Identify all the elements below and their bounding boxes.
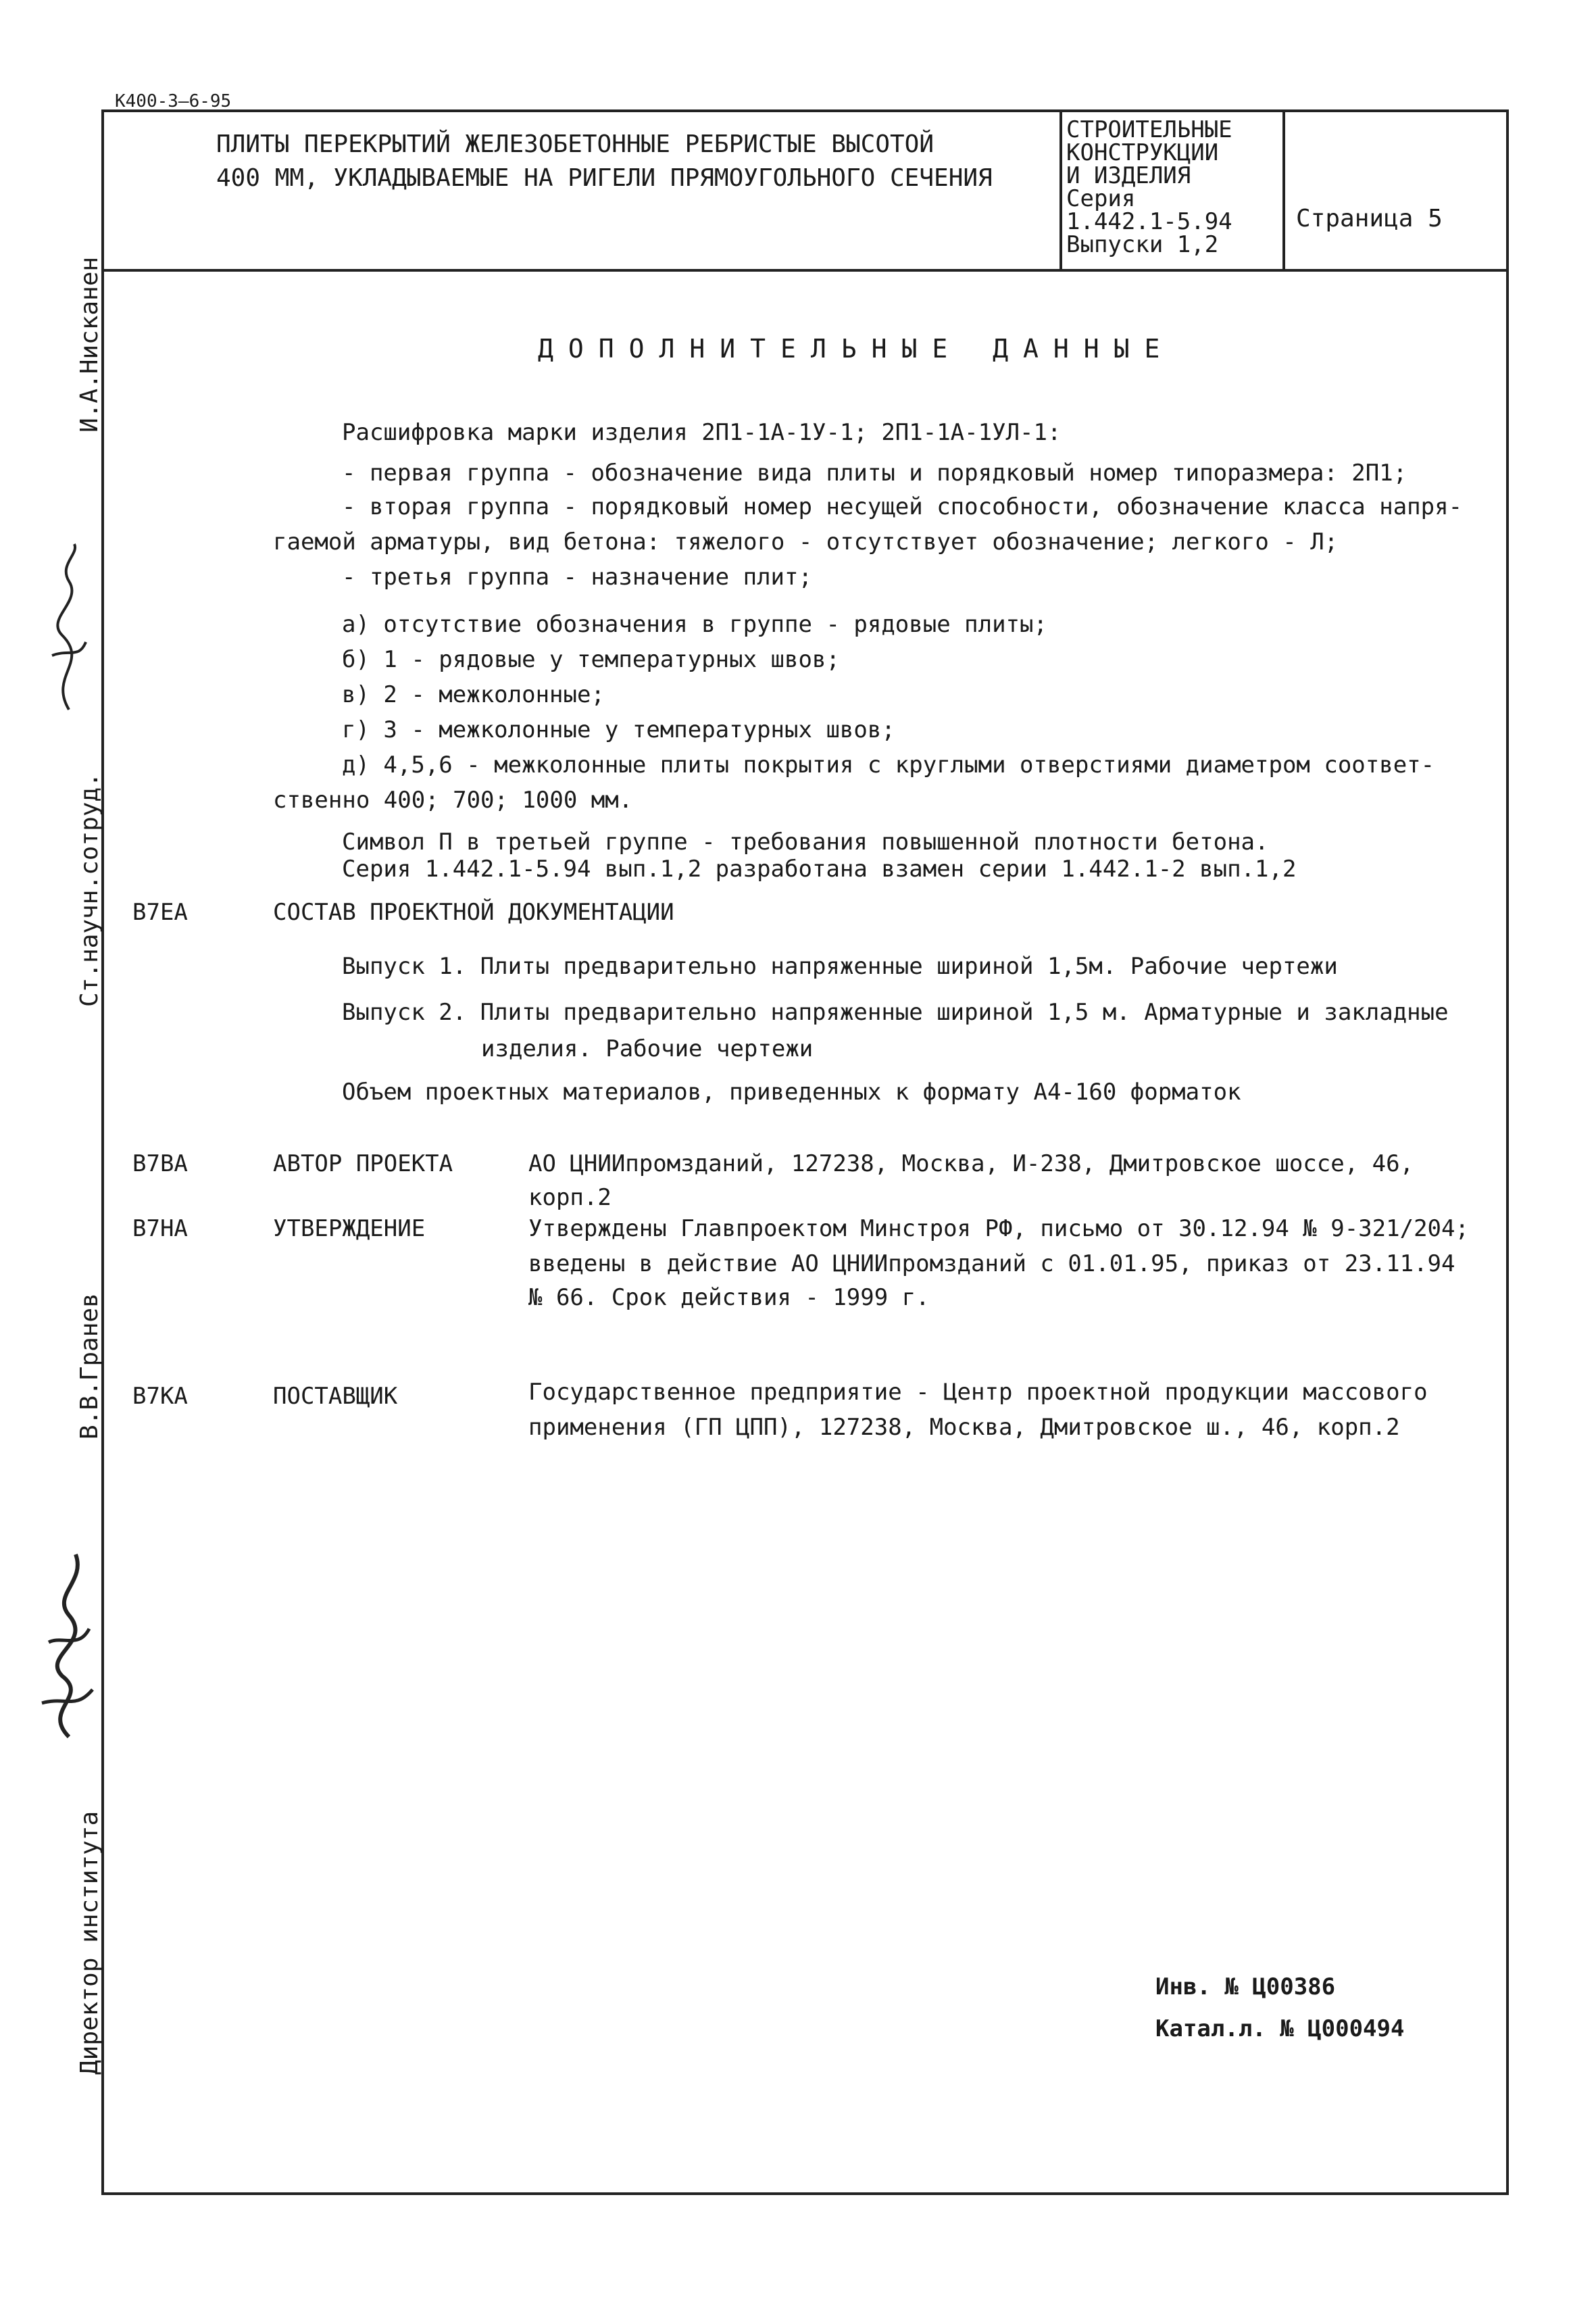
section-heading-approval: УТВЕРЖДЕНИЕ	[273, 1215, 426, 1242]
inventory-number: Инв. № Ц00386	[1155, 1973, 1336, 2000]
section-code-author: В7ВА	[132, 1150, 188, 1177]
composition-issue2-line2: изделия. Рабочие чертежи	[481, 1035, 814, 1062]
decoding-line: - третья группа - назначение плит;	[342, 564, 812, 591]
decoding-intro: Расшифровка марки изделия 2П1-1А-1У-1; 2П1-1А-1УЛ-1:	[342, 419, 1062, 446]
decoding-line: - вторая группа - порядковый номер несущей способности, обозначение класса напря-	[342, 493, 1463, 520]
decoding-item: ственно 400; 700; 1000 мм.	[273, 787, 633, 814]
approval-line2: введены в действие АО ЦНИИпромзданий с 01.01.95, приказ от 23.11.94	[528, 1250, 1455, 1277]
author-line2: корп.2	[528, 1184, 612, 1211]
header-title-line1: ПЛИТЫ ПЕРЕКРЫТИЙ ЖЕЛЕЗОБЕТОННЫЕ РЕБРИСТЫЕ ВЫСОТОЙ	[216, 130, 934, 158]
header-divider	[101, 269, 1509, 272]
series-line: КОНСТРУКЦИИ	[1066, 139, 1219, 166]
side-role-2: Директор института	[76, 1811, 103, 2075]
symbol-note: Символ П в третьей группе - требования повышенной плотности бетона.	[342, 829, 1269, 856]
section-code-supplier: В7КА	[132, 1383, 188, 1410]
decoding-item: в) 2 - межколонные;	[342, 681, 605, 708]
decoding-item: б) 1 - рядовые у температурных швов;	[342, 646, 840, 673]
section-heading-supplier: ПОСТАВЩИК	[273, 1383, 398, 1410]
composition-volume: Объем проектных материалов, приведенных к формату А4-160 форматок	[342, 1079, 1241, 1106]
series-line: И ИЗДЕЛИЯ	[1066, 162, 1191, 189]
page-number: Страница 5	[1296, 205, 1443, 232]
supplier-line2: применения (ГП ЦПП), 127238, Москва, Дмитровское ш., 46, корп.2	[528, 1414, 1400, 1441]
section-code-composition: В7ЕА	[132, 899, 188, 926]
series-line: СТРОИТЕЛЬНЫЕ	[1066, 116, 1232, 143]
section-code-approval: В7НА	[132, 1215, 188, 1242]
series-line: Выпуски 1,2	[1066, 231, 1219, 258]
section-heading-author: АВТОР ПРОЕКТА	[273, 1150, 453, 1177]
series-line: 1.442.1-5.94	[1066, 208, 1232, 235]
side-name-2: В.В.Гранев	[76, 1293, 103, 1439]
side-name-1: И.А.Нисканен	[76, 256, 103, 433]
approval-line1: Утверждены Главпроектом Минстроя РФ, письмо от 30.12.94 № 9-321/204;	[528, 1215, 1469, 1242]
side-role-1: Ст.научн.сотруд.	[76, 772, 103, 1007]
author-line1: АО ЦНИИпромзданий, 127238, Москва, И-238, Дмитровское шоссе, 46,	[528, 1150, 1414, 1177]
decoding-item: д) 4,5,6 - межколонные плиты покрытия с круглыми отверстиями диаметром соответ-	[342, 752, 1435, 779]
catalog-number: Катал.л. № Ц000494	[1155, 2015, 1405, 2042]
document-title: ДОПОЛНИТЕЛЬНЫЕ ДАННЫЕ	[538, 334, 1175, 364]
signature-1	[42, 541, 96, 716]
supplier-line1: Государственное предприятие - Центр проектной продукции массового	[528, 1379, 1428, 1406]
header-column-divider-1	[1059, 109, 1062, 270]
decoding-line: гаемой арматуры, вид бетона: тяжелого - отсутствует обозначение; легкого - Л;	[273, 528, 1339, 556]
signature-2	[28, 1541, 103, 1744]
series-line: Серия	[1066, 185, 1136, 212]
composition-issue1: Выпуск 1. Плиты предварительно напряженные шириной 1,5м. Рабочие чертежи	[342, 953, 1338, 980]
decoding-line: - первая группа - обозначение вида плиты и порядковый номер типоразмера: 2П1;	[342, 460, 1407, 487]
header-column-divider-2	[1282, 109, 1285, 270]
series-note: Серия 1.442.1-5.94 вып.1,2 разработана взамен серии 1.442.1-2 вып.1,2	[342, 856, 1297, 883]
decoding-item: а) отсутствие обозначения в группе - рядовые плиты;	[342, 611, 1047, 638]
decoding-item: г) 3 - межколонные у температурных швов;	[342, 716, 895, 743]
document-code: К400-3—6-95	[115, 91, 232, 112]
header-title-line2: 400 ММ, УКЛАДЫВАЕМЫЕ НА РИГЕЛИ ПРЯМОУГОЛЬНОГО СЕЧЕНИЯ	[216, 164, 993, 192]
approval-line3: № 66. Срок действия - 1999 г.	[528, 1284, 930, 1311]
section-heading-composition: СОСТАВ ПРОЕКТНОЙ ДОКУМЕНТАЦИИ	[273, 899, 674, 926]
composition-issue2-line1: Выпуск 2. Плиты предварительно напряженные шириной 1,5 м. Арматурные и закладные	[342, 999, 1449, 1026]
